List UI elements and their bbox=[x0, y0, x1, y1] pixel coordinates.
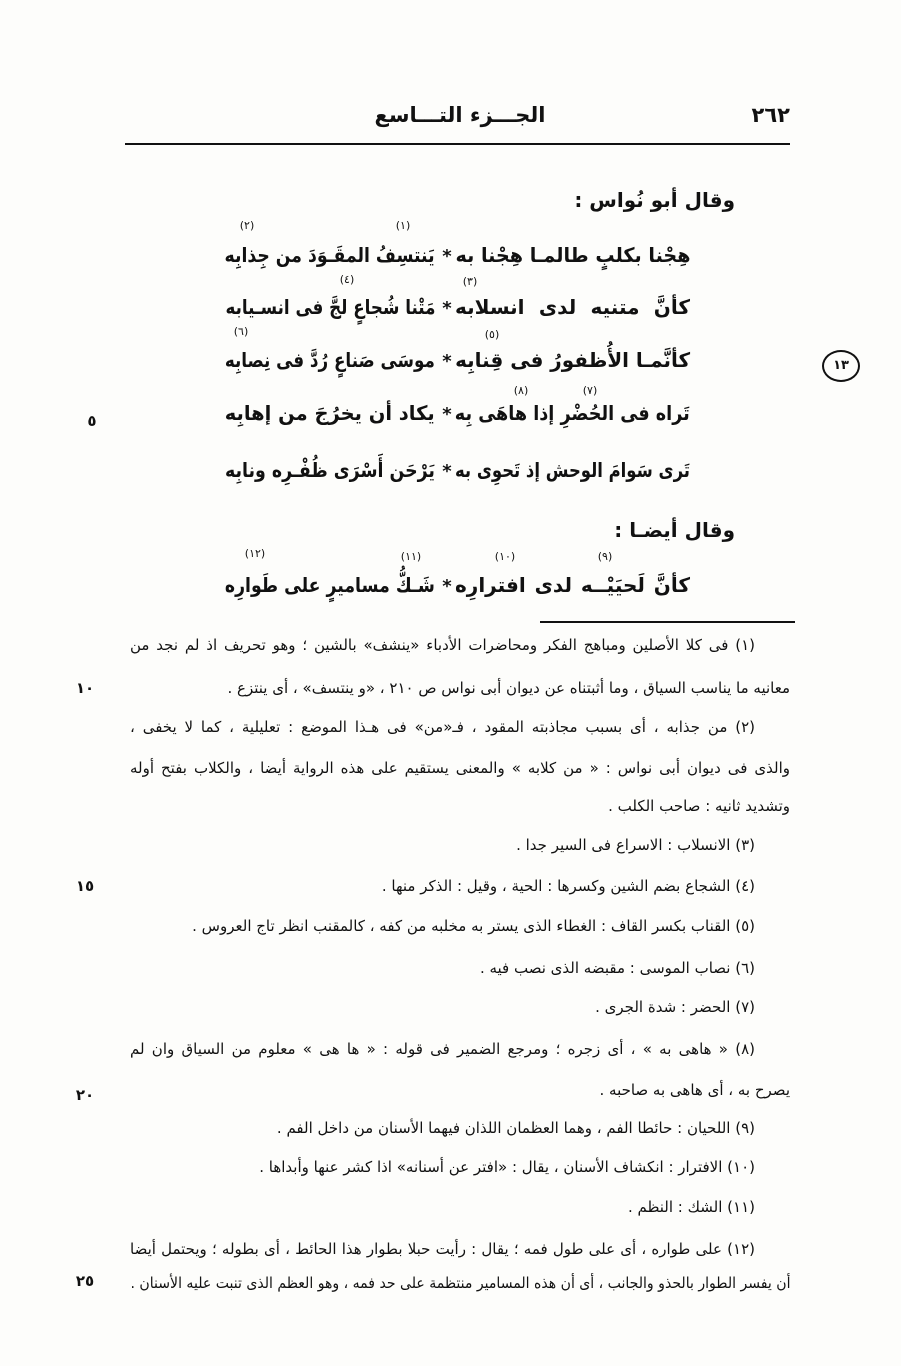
footnote-line: (٢) من جذابه ، أى بسبب مجاذبته المقود ، فـ«من» فى هـذا الموضع : تعليلية ، كما لا يخفى ، bbox=[130, 718, 755, 736]
verse-first-hemistich: تَرى سَوامَ الوحش إذ تَحوِى به bbox=[455, 458, 690, 482]
margin-line-number: ٥ bbox=[87, 412, 97, 430]
folio-mark: ١٣ bbox=[822, 350, 860, 382]
footnote-marker: (٦) bbox=[233, 325, 249, 338]
page-number: ٢٦٢ bbox=[751, 103, 790, 127]
footnote-marker: (٨) bbox=[513, 384, 529, 397]
footnote-marker: (٣) bbox=[462, 275, 478, 288]
verse-first-hemistich: كأنَّ لَحيَيْــه لدى افترارِه bbox=[455, 573, 690, 597]
running-title: الجـــزء التـــاسع bbox=[374, 103, 546, 127]
poem-intro: وقال أيضـا : bbox=[614, 518, 735, 542]
footnote-marker: (١) bbox=[395, 219, 411, 232]
footnote-line: (١١) الشك : النظم . bbox=[627, 1198, 755, 1216]
footnote-line: (٧) الحضر : شدة الجرى . bbox=[595, 998, 755, 1016]
verse-second-hemistich: شَـكُّ مساميرٍ على طَوارِه bbox=[225, 573, 435, 597]
footnote-marker: (٤) bbox=[339, 273, 355, 286]
verse-first-hemistich: كأنَّمـا الأُظفورُ فى قِنابِه bbox=[455, 348, 690, 372]
margin-line-number: ١٥ bbox=[75, 877, 95, 895]
verse-first-hemistich: تَراه فى الحُضْرِ إذا هاهَى بِه bbox=[455, 401, 690, 425]
footnote-line: وتشديد ثانيه : صاحب الكلب . bbox=[608, 797, 790, 815]
footnote-marker: (٢) bbox=[239, 219, 255, 232]
footnote-line: (١) فى كلا الأصلين ومباهج الفكر ومحاضرات الأدباء «ينشف» بالشين ؛ وهو تحريف اذ لم نجد من bbox=[130, 636, 755, 654]
footnote-line: أن يفسر الطوار بالحذو والجانب ، أى أن هذه المسامير منتظمة على حد فمه ، وهو العظم الذى تنبت عليه الأسنان . bbox=[130, 1274, 790, 1292]
footnote-marker: (١٢) bbox=[244, 547, 266, 560]
footnote-line: يصرح به ، أى هاهى به صاحبه . bbox=[599, 1081, 790, 1099]
margin-line-number: ٢٠ bbox=[75, 1086, 95, 1104]
poem-intro: وقال أبو نُواس : bbox=[574, 188, 735, 212]
footnote-marker: (١٠) bbox=[494, 550, 516, 563]
verse-second-hemistich: موسَى صَناعٍ رُدَّ فى نِصابِه bbox=[225, 348, 435, 372]
footnote-line: معانيه ما يناسب السياق ، وما أثبتناه عن ديوان أبى نواس ص ٢١٠ ، «و ينتسف» ، أى ينتزع . bbox=[227, 679, 790, 697]
footnote-line: (٤) الشجاع بضم الشين وكسرها : الحية ، وقيل : الذكر منها . bbox=[381, 877, 755, 895]
hemistich-separator: * bbox=[442, 351, 452, 372]
verse-second-hemistich: يَرْحَن أَسْرَى ظُفْـرِه ونابِه bbox=[225, 458, 435, 482]
footnote-marker: (٧) bbox=[582, 384, 598, 397]
header-rule bbox=[125, 143, 790, 145]
footnote-line: (٩) اللحيان : حائطا الفم ، وهما العظمان اللذان فيهما الأسنان من داخل الفم . bbox=[276, 1119, 755, 1137]
footnote-marker: (١١) bbox=[400, 550, 422, 563]
hemistich-separator: * bbox=[442, 404, 452, 425]
hemistich-separator: * bbox=[442, 298, 452, 319]
verse-second-hemistich: مَتْنا شُجاعٍ لجَّ فى انسـيابه bbox=[225, 295, 435, 319]
verse-second-hemistich: يَنتسِفُ المقَـوَدَ من جِذابِه bbox=[225, 243, 435, 267]
hemistich-separator: * bbox=[442, 246, 452, 267]
footnote-line: (٣) الانسلاب : الاسراع فى السير جدا . bbox=[516, 836, 755, 854]
margin-line-number: ١٠ bbox=[75, 679, 95, 697]
footnote-line: والذى فى ديوان أبى نواس : « من كلابه » والمعنى يستقيم على هذه الرواية أيضا ، والكلاب بفتح أوله bbox=[130, 759, 790, 777]
footnote-line: (٨) « هاهى به » ، أى زجره ؛ ومرجع الضمير فى قوله : « ها هى » معلوم من السياق وان لم bbox=[130, 1040, 755, 1058]
hemistich-separator: * bbox=[442, 576, 452, 597]
verse-first-hemistich: هِجْنا بكلبٍ طالمـا هِجْنا به bbox=[455, 243, 690, 267]
footnote-marker: (٩) bbox=[597, 550, 613, 563]
footnote-marker: (٥) bbox=[484, 328, 500, 341]
footnote-line: (١٠) الافترار : انكشاف الأسنان ، يقال : «افتر عن أسنانه» اذا كشر عنها وأبداها . bbox=[259, 1158, 755, 1176]
verse-second-hemistich: يكاد أن يخرُجَ من إهابِه bbox=[225, 401, 435, 425]
footnote-line: (٥) القناب بكسر القاف : الغطاء الذى يستر به مخلبه من كفه ، كالمقنب انظر تاج العروس . bbox=[192, 917, 755, 935]
margin-line-number: ٢٥ bbox=[75, 1272, 95, 1290]
hemistich-separator: * bbox=[442, 461, 452, 482]
footnote-rule bbox=[540, 621, 795, 623]
footnote-line: (٦) نصاب الموسى : مقبضه الذى نصب فيه . bbox=[479, 959, 755, 977]
verse-first-hemistich: كأنَّ متنيه لدى انسلابه bbox=[455, 295, 690, 319]
footnote-line: (١٢) على طواره ، أى على طول فمه ؛ يقال : رأيت حبلا بطوار هذا الحائط ، أى بطوله ؛ ويحتمل أيضا bbox=[130, 1240, 755, 1258]
